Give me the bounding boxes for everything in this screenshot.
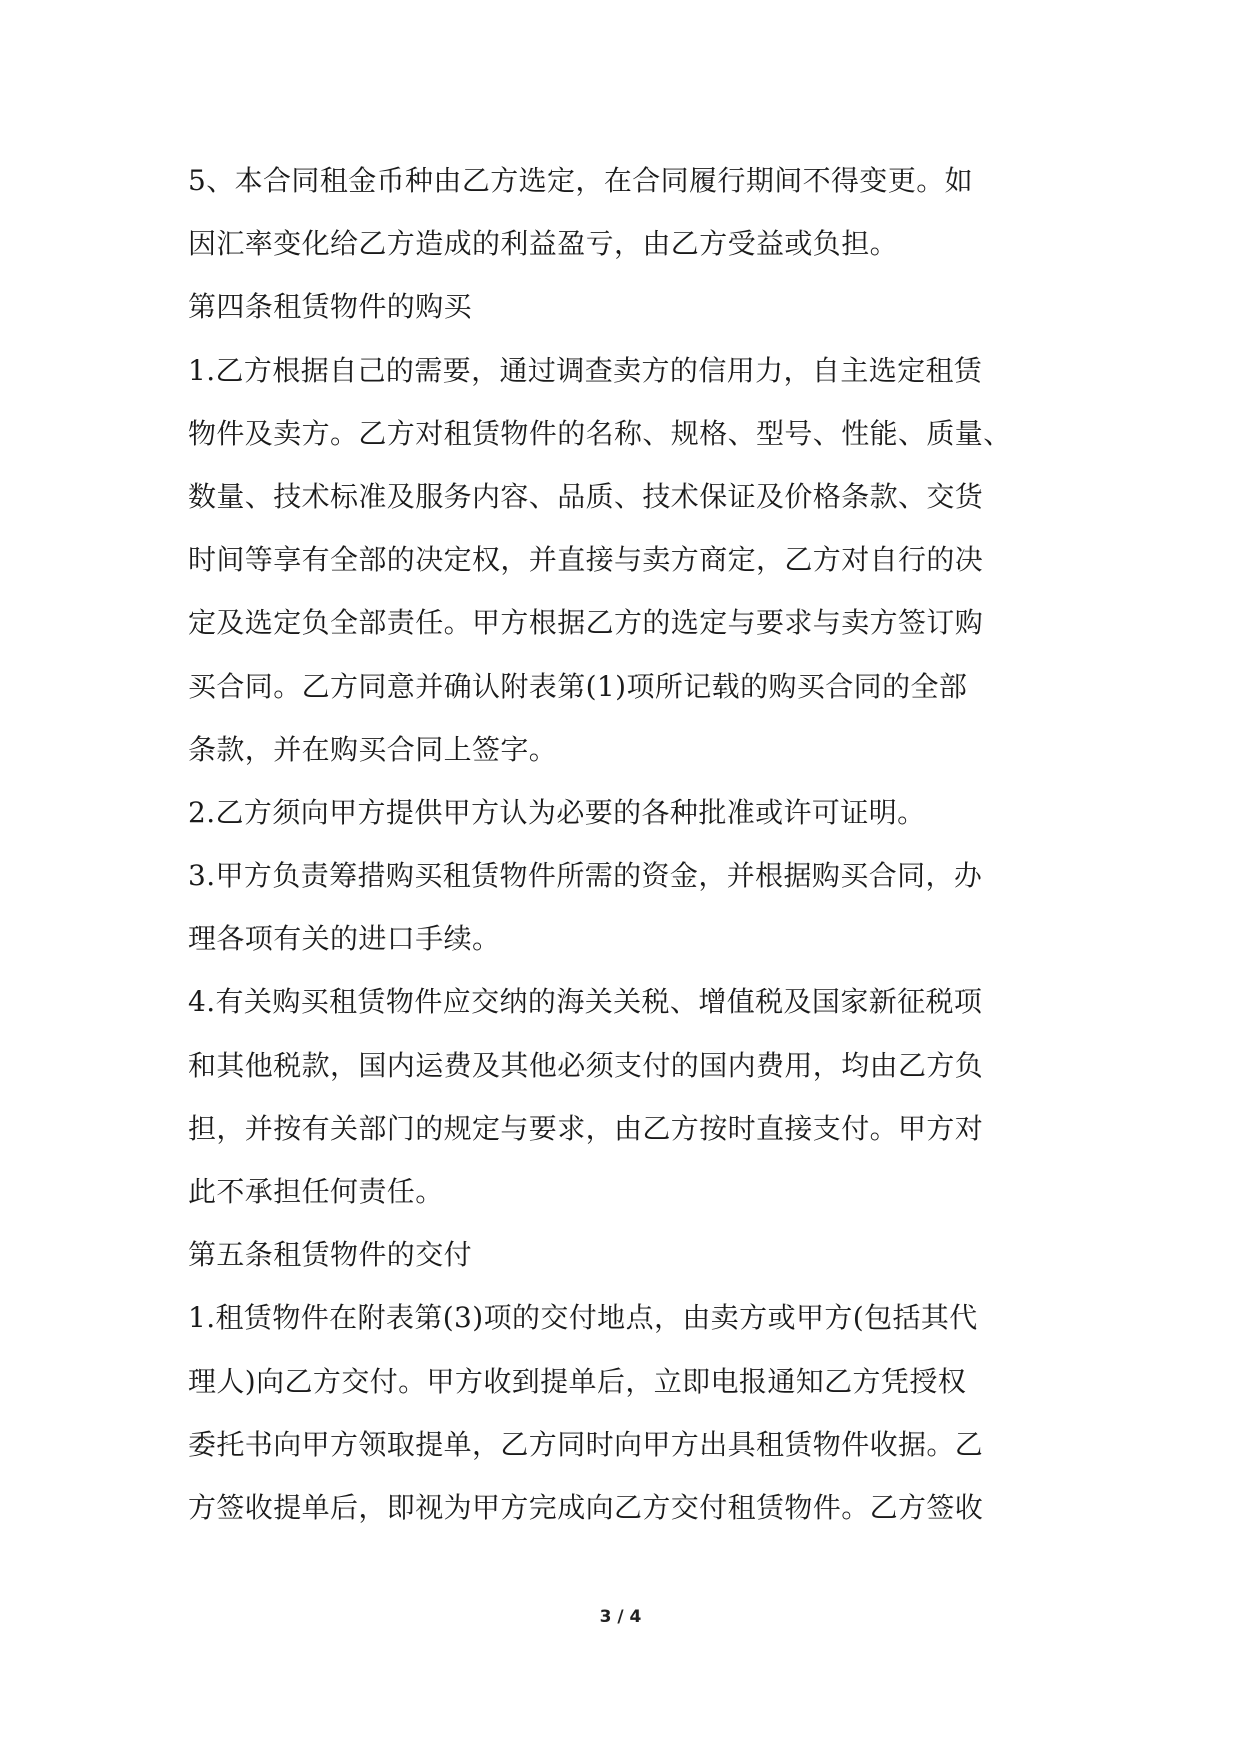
- text-line: 方签收提单后，即视为甲方完成向乙方交付租赁物件。乙方签收: [188, 1490, 984, 1524]
- text-line: 2.乙方须向甲方提供甲方认为必要的各种批准或许可证明。: [188, 795, 926, 829]
- text-line: 委托书向甲方领取提单，乙方同时向甲方出具租赁物件收据。乙: [188, 1427, 984, 1461]
- text-line: 5、本合同租金币种由乙方选定，在合同履行期间不得变更。如: [188, 164, 974, 197]
- text-line: 和其他税款，国内运费及其他必须支付的国内费用，均由乙方负: [188, 1048, 984, 1082]
- text-line: 1.租赁物件在附表第(3)项的交付地点，由卖方或甲方(包括其代: [188, 1301, 978, 1335]
- text-line: 3.甲方负责筹措购买租赁物件所需的资金，并根据购买合同，办: [188, 859, 983, 893]
- text-line: 4.有关购买租赁物件应交纳的海关关税、增值税及国家新征税项: [188, 985, 983, 1019]
- text-line: 担，并按有关部门的规定与要求，由乙方按时直接支付。甲方对: [188, 1111, 984, 1145]
- document-body: [188, 162, 1068, 1552]
- text-line: 物件及卖方。乙方对租赁物件的名称、规格、型号、性能、质量、: [188, 416, 1012, 450]
- text-line: 1.乙方根据自己的需要，通过调查卖方的信用力，自主选定租赁: [188, 353, 983, 387]
- text-line: 买合同。乙方同意并确认附表第(1)项所记载的购买合同的全部: [188, 669, 968, 703]
- text-line: 时间等享有全部的决定权，并直接与卖方商定，乙方对自行的决: [188, 543, 984, 577]
- section-heading: 第四条租赁物件的购买: [188, 290, 473, 324]
- text-line: 数量、技术标准及服务内容、品质、技术保证及价格条款、交货: [188, 479, 984, 513]
- text-line: 条款，并在购买合同上签字。: [188, 732, 558, 766]
- page-number: 3 / 4: [599, 1607, 642, 1627]
- text-line: 因汇率变化给乙方造成的利益盈亏，由乙方受益或负担。: [188, 227, 899, 261]
- text-line: 此不承担任何责任。: [188, 1175, 444, 1208]
- section-heading: 第五条租赁物件的交付: [188, 1238, 473, 1272]
- text-line: 理各项有关的进口手续。: [188, 922, 501, 956]
- text-line: 定及选定负全部责任。甲方根据乙方的选定与要求与卖方签订购: [188, 606, 984, 640]
- text-line: 理人)向乙方交付。甲方收到提单后，立即电报通知乙方凭授权: [188, 1364, 967, 1398]
